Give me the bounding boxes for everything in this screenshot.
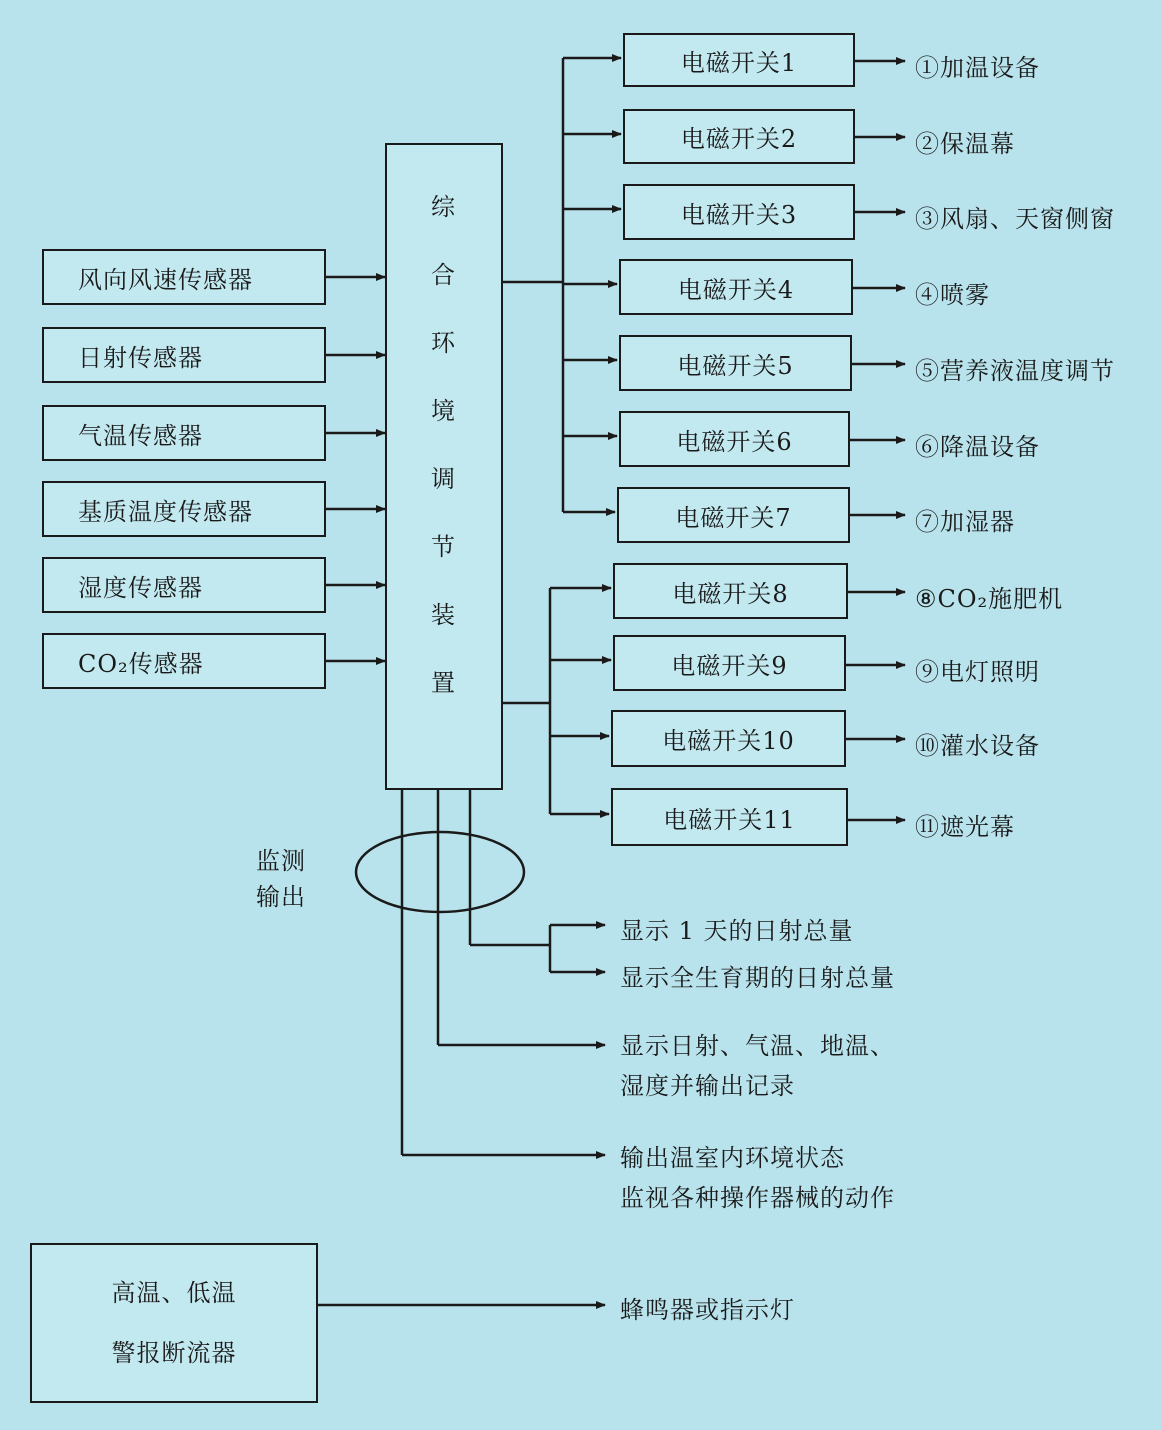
device-label: ⑩灌水设备	[915, 732, 1040, 760]
central-char: 调	[431, 465, 455, 493]
output-monitor-line: 输出温室内环境状态	[620, 1144, 845, 1172]
output-monitor-line: 监视各种操作器械的动作	[620, 1184, 895, 1212]
device-label: ⑦加湿器	[915, 508, 1015, 536]
central-char: 环	[431, 329, 455, 357]
device-label: ⑤营养液温度调节	[915, 357, 1115, 385]
monitor-label	[256, 843, 306, 915]
device-label: ⑪遮光幕	[915, 813, 1015, 841]
central-char: 合	[431, 261, 455, 289]
sensor-label: 日射传感器	[78, 343, 203, 372]
device-label: ⑧CO₂施肥机	[915, 585, 1064, 613]
alarm-line: 警报断流器	[111, 1339, 237, 1367]
switch-label: 电磁开关2	[680, 125, 798, 153]
switch-9	[613, 635, 846, 691]
switch-label: 电磁开关8	[672, 579, 789, 608]
switch-3	[623, 184, 855, 240]
switch-7	[617, 487, 850, 543]
central-char: 境	[431, 397, 455, 425]
sensor-substrate-temp	[42, 481, 326, 537]
switch-label: 电磁开关9	[671, 651, 788, 680]
sensor-humidity	[42, 557, 326, 613]
switch-label: 电磁开关11	[663, 805, 796, 834]
sensor-co2	[42, 633, 326, 689]
switch-10	[611, 710, 846, 767]
switch-label: 电磁开关6	[676, 427, 793, 456]
sensor-label: 湿度传感器	[78, 573, 203, 602]
central-char: 综	[431, 193, 455, 221]
device-label: ⑥降温设备	[915, 433, 1040, 461]
switch-label: 电磁开关5	[677, 351, 794, 380]
output-record-line: 湿度并输出记录	[620, 1072, 795, 1100]
switch-label: 电磁开关7	[675, 503, 792, 532]
sensor-label: 气温传感器	[78, 421, 203, 450]
switch-label: 电磁开关10	[662, 727, 795, 755]
switch-11	[611, 788, 848, 846]
switch-2	[623, 109, 855, 164]
switch-label: 电磁开关1	[680, 48, 798, 77]
output-record	[620, 1026, 895, 1106]
device-label: ④喷雾	[915, 281, 990, 309]
output-daily-solar: 显示 1 天的日射总量	[620, 917, 854, 945]
device-label: ①加温设备	[915, 54, 1040, 82]
output-monitor	[620, 1138, 895, 1218]
switch-8	[613, 563, 848, 619]
monitor-label-line: 输出	[256, 883, 306, 911]
sensor-label: 风向风速传感器	[78, 265, 253, 294]
central-char: 置	[431, 669, 455, 697]
switch-5	[619, 335, 852, 391]
alarm-breaker	[30, 1243, 318, 1403]
device-label: ⑨电灯照明	[915, 658, 1040, 686]
sensor-solar	[42, 327, 326, 383]
switch-6	[619, 411, 850, 467]
sensor-label: CO₂传感器	[78, 649, 204, 678]
alarm-target: 蜂鸣器或指示灯	[620, 1296, 795, 1324]
central-controller-label	[385, 192, 501, 736]
output-record-line: 显示日射、气温、地温、	[620, 1032, 895, 1060]
central-char: 节	[431, 533, 455, 561]
monitor-label-line: 监测	[256, 847, 306, 875]
output-season-solar: 显示全生育期的日射总量	[620, 964, 895, 992]
sensor-air-temp	[42, 405, 326, 461]
switch-1	[623, 33, 855, 87]
monitor-ellipse	[356, 832, 524, 912]
central-char: 装	[431, 601, 455, 629]
switch-label: 电磁开关3	[680, 200, 798, 229]
device-label: ③风扇、天窗侧窗	[915, 205, 1115, 233]
switch-label: 电磁开关4	[677, 275, 795, 304]
alarm-line: 高温、低温	[111, 1279, 237, 1307]
sensor-label: 基质温度传感器	[78, 497, 253, 526]
sensor-wind	[42, 249, 326, 305]
switch-4	[619, 259, 853, 315]
device-label: ②保温幕	[915, 130, 1015, 158]
